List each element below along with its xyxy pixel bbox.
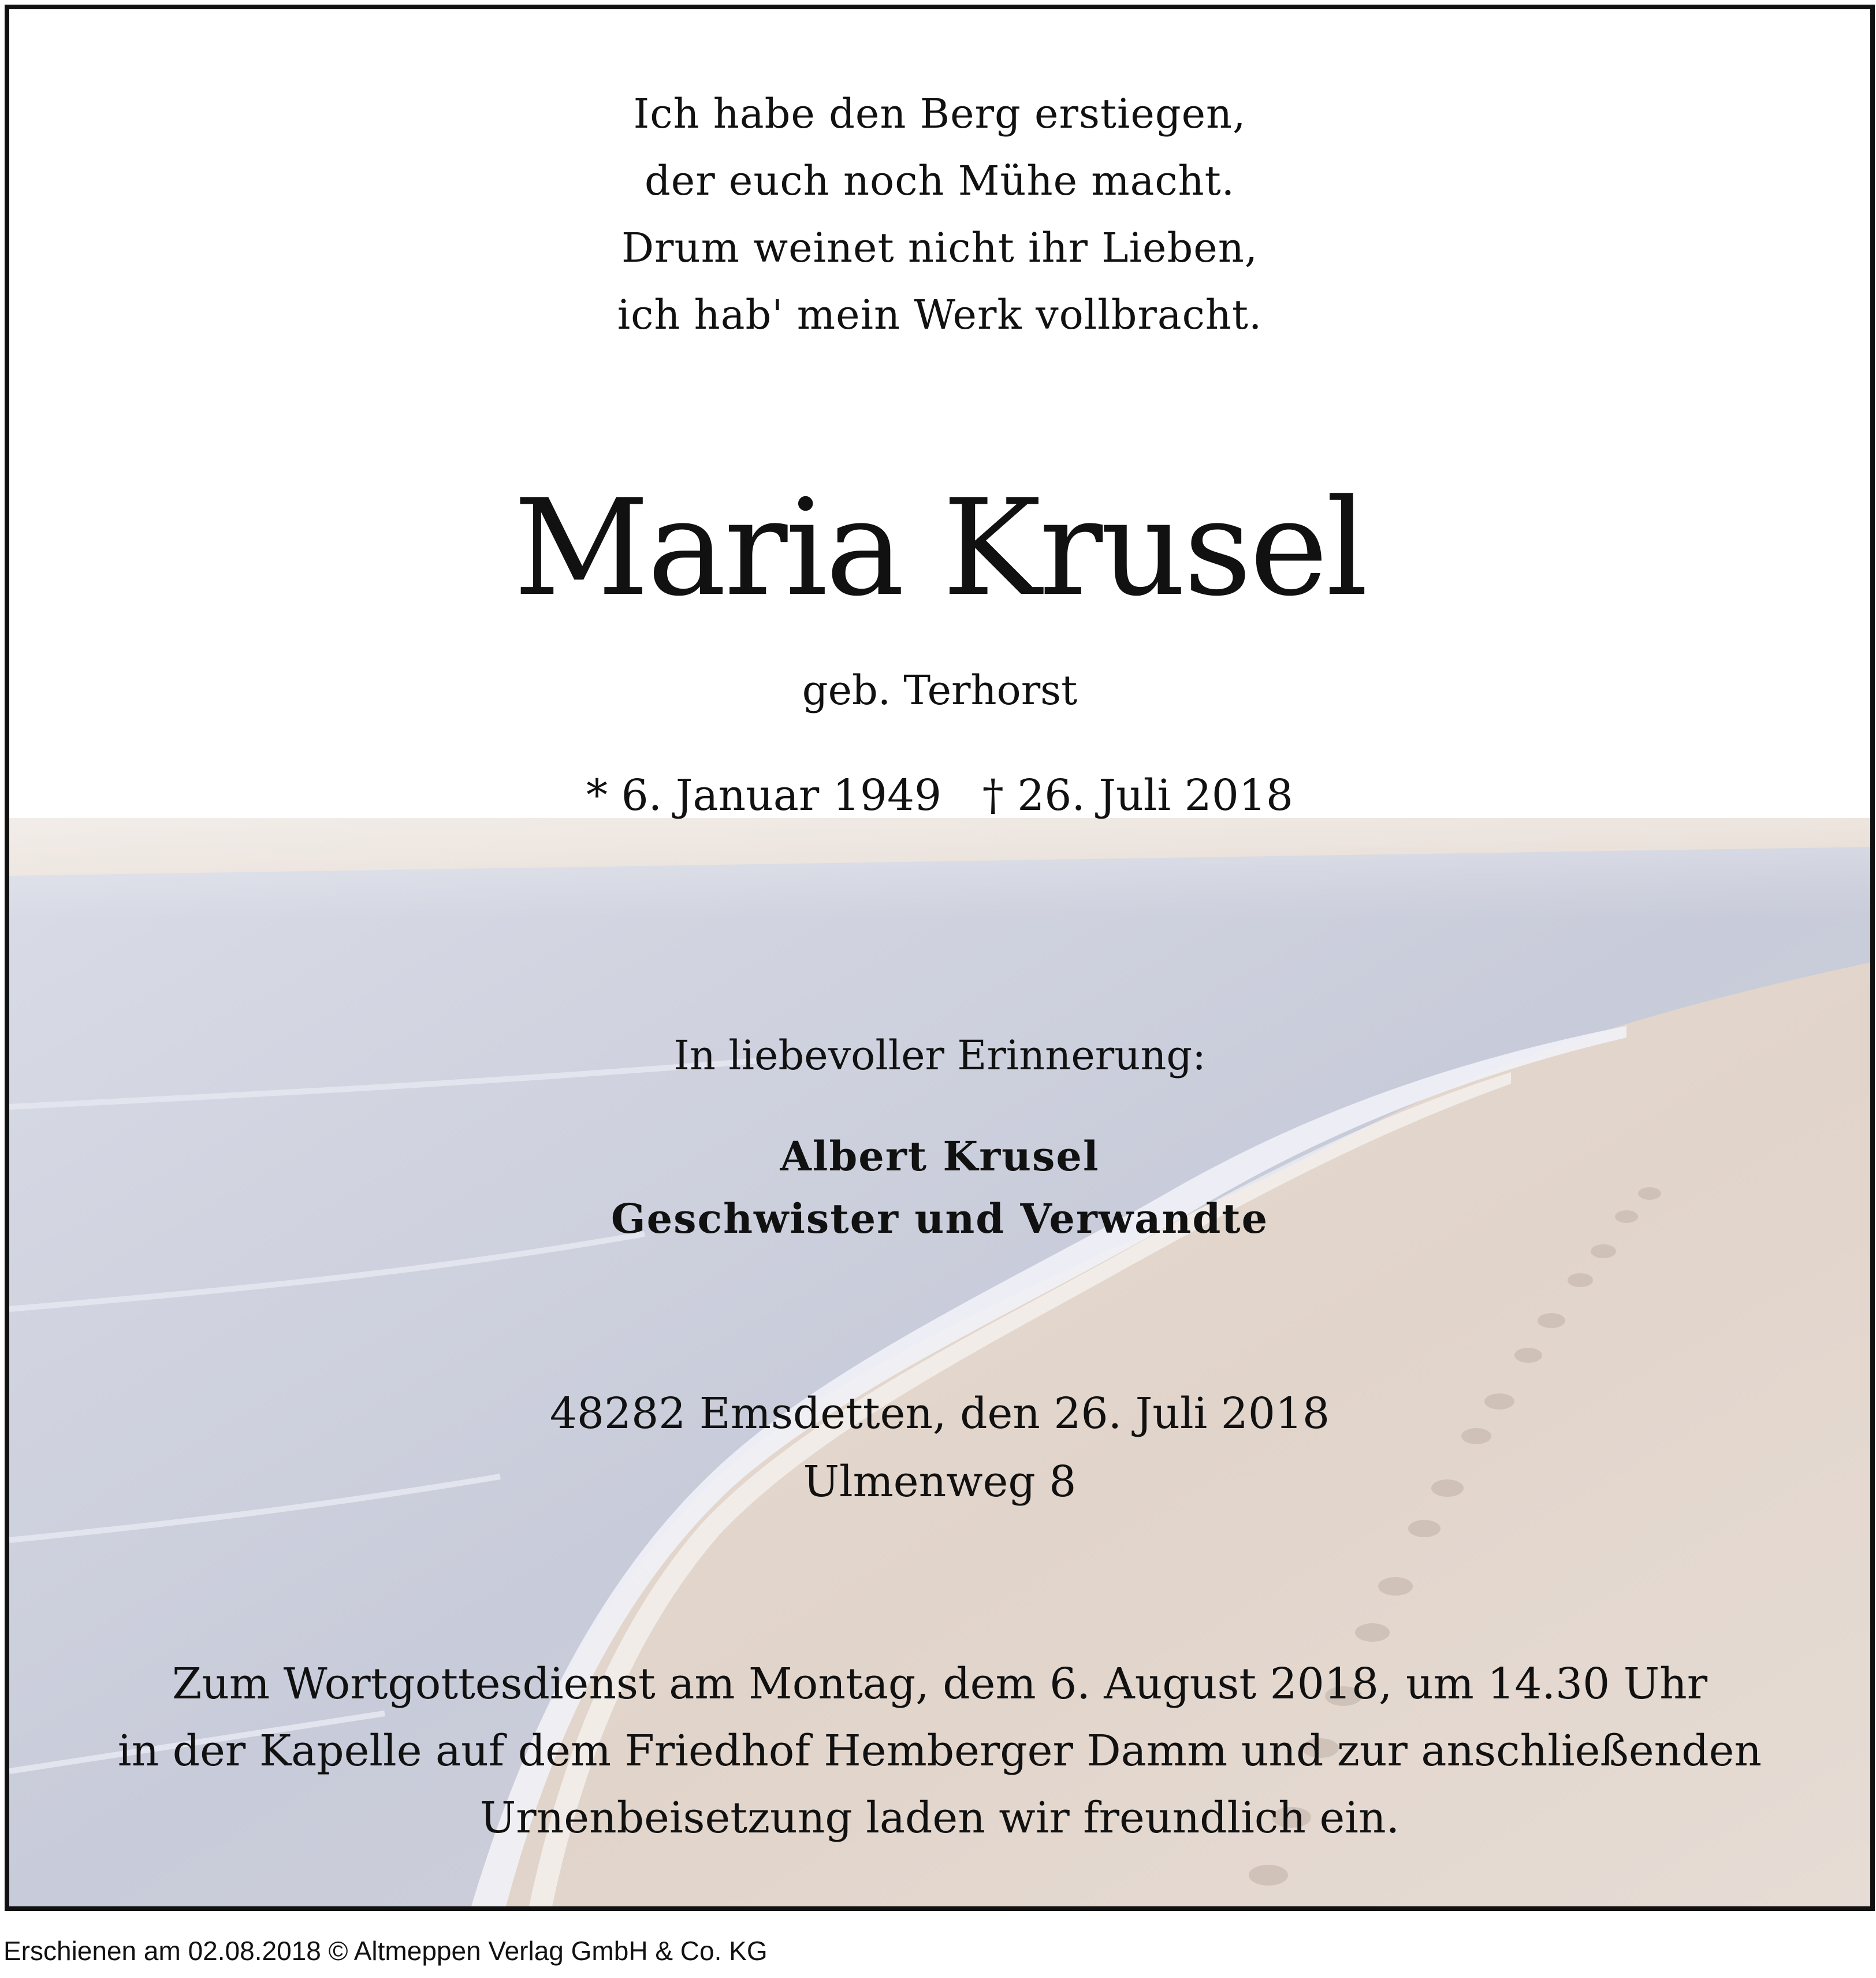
memory-intro: In liebevoller Erinnerung: [673, 1032, 1206, 1079]
poem-line: ich hab' mein Werk vollbracht. [617, 291, 1263, 339]
maiden-name: geb. Terhorst [802, 667, 1078, 714]
notice-content [9, 9, 1870, 1906]
place-date: 48282 Emsdetten, den 26. Juli 2018 [549, 1389, 1330, 1438]
poem-line: Drum weinet nicht ihr Lieben, [621, 224, 1259, 272]
street-address: Ulmenweg 8 [803, 1457, 1077, 1507]
service-line: Zum Wortgottesdienst am Montag, dem 6. August 2018, um 14.30 Uhr [172, 1659, 1708, 1709]
mourner-name: Geschwister und Verwandte [611, 1195, 1269, 1243]
poem-line: der euch noch Mühe macht. [644, 157, 1235, 205]
life-dates: * 6. Januar 1949 † 26. Juli 2018 [586, 771, 1293, 820]
obituary-notice [5, 5, 1875, 1911]
publication-footer: Erschienen am 02.08.2018 © Altmeppen Verlag GmbH & Co. KG [3, 1936, 768, 1966]
service-line: in der Kapelle auf dem Friedhof Hemberger Damm und zur anschließenden [117, 1726, 1762, 1776]
deceased-name: Maria Krusel [513, 471, 1366, 626]
poem-line: Ich habe den Berg erstiegen, [633, 90, 1246, 137]
mourner-name: Albert Krusel [780, 1132, 1100, 1180]
service-line: Urnenbeisetzung laden wir freundlich ein. [479, 1793, 1400, 1843]
